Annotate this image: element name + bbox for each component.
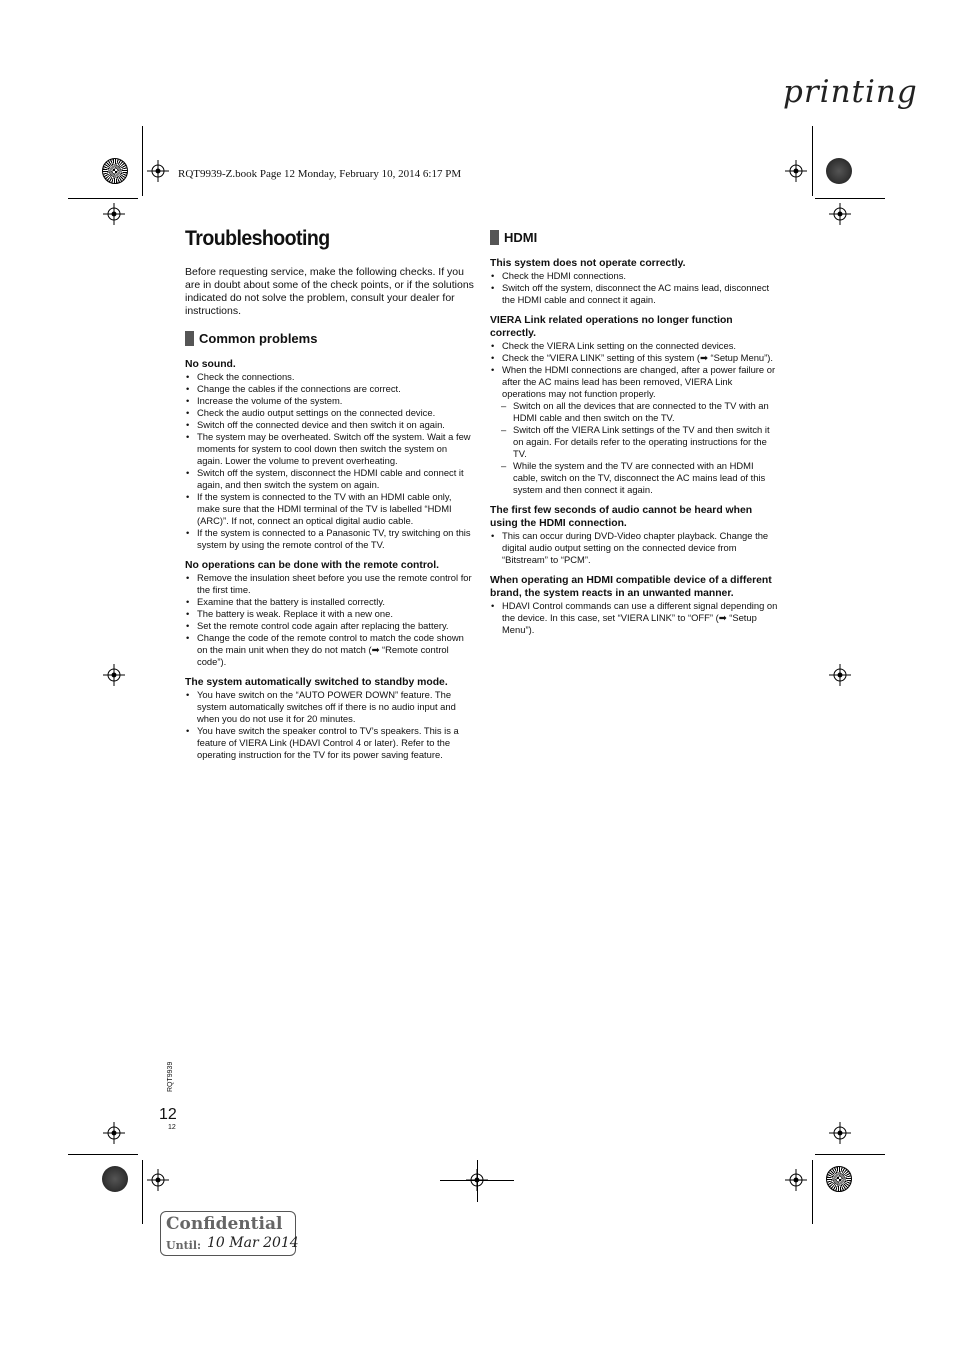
printing-status-word: printing bbox=[783, 74, 918, 110]
crop-mark bbox=[812, 126, 813, 196]
question-heading: VIERA Link related operations no longer function correctly. bbox=[490, 315, 733, 339]
stamp-date: 10 Mar 2014 bbox=[207, 1235, 299, 1251]
question-heading: This system does not operate correctly. bbox=[490, 258, 686, 269]
list-item: • Check the HDMI connections. bbox=[490, 270, 778, 282]
crop-mark bbox=[815, 1154, 885, 1155]
page-title: Troubleshooting bbox=[185, 227, 330, 250]
list-item: • You have switch on the “AUTO POWER DOWN” feature. The system automatically switches off if there is no audio input and when you do not use it for 20 minutes. bbox=[185, 689, 475, 725]
crop-mark bbox=[815, 198, 885, 199]
registration-mark-icon bbox=[103, 203, 125, 225]
solution-list bbox=[490, 340, 778, 496]
hdmi-column bbox=[490, 257, 778, 636]
section-heading-label: Common problems bbox=[199, 331, 318, 346]
list-item: • When the HDMI connections are changed, after a power failure or after the AC mains lead has been removed, VIERA Link operations may not function properly. bbox=[490, 364, 778, 400]
solution-list bbox=[490, 600, 778, 636]
registration-mark-icon bbox=[785, 160, 807, 182]
crop-mark bbox=[477, 1160, 478, 1202]
registration-mark-icon bbox=[829, 1122, 851, 1144]
registration-mark-icon bbox=[785, 1169, 807, 1191]
list-item: • This can occur during DVD-Video chapter playback. Change the digital audio output setting on the connected device from “Bitstream” to “PCM”. bbox=[490, 530, 778, 566]
crop-mark bbox=[142, 1160, 143, 1224]
list-item: • The system may be overheated. Switch off the system. Wait a few moments for system to cool down then switch the system on again. Lower the volume to prevent overheating. bbox=[185, 431, 475, 467]
list-item: • Change the cables if the connections are correct. bbox=[185, 383, 475, 395]
color-target-icon bbox=[826, 158, 852, 184]
registration-mark-icon bbox=[103, 1122, 125, 1144]
sub-list-item: – Switch off the VIERA Link settings of the TV and then switch it on again. For details refer to the operating instructions for the TV. bbox=[490, 424, 778, 460]
section-heading-common-problems bbox=[185, 331, 317, 346]
common-problems-column bbox=[185, 358, 475, 761]
color-target-icon bbox=[102, 1166, 128, 1192]
list-item: • Increase the volume of the system. bbox=[185, 395, 475, 407]
registration-mark-icon bbox=[829, 664, 851, 686]
heading-bar-marker bbox=[185, 331, 194, 346]
heading-bar-marker bbox=[490, 230, 499, 245]
solution-list bbox=[185, 371, 475, 551]
list-item: • The battery is weak. Replace it with a new one. bbox=[185, 608, 475, 620]
list-item: • Set the remote control code again after replacing the battery. bbox=[185, 620, 475, 632]
list-item: • Remove the insulation sheet before you use the remote control for the first time. bbox=[185, 572, 475, 596]
list-item: • If the system is connected to a Panasonic TV, try switching on this system by using the remote control of the TV. bbox=[185, 527, 475, 551]
question-heading: The first few seconds of audio cannot be heard when using the HDMI connection. bbox=[490, 505, 753, 529]
list-item: • Check the connections. bbox=[185, 371, 475, 383]
star-target-icon bbox=[102, 158, 128, 184]
question-heading: No sound. bbox=[185, 359, 236, 370]
stamp-title: Confidential bbox=[166, 1214, 283, 1234]
solution-list bbox=[490, 270, 778, 306]
solution-list bbox=[185, 572, 475, 668]
crop-mark bbox=[68, 1154, 138, 1155]
list-item: • Check the VIERA Link setting on the connected devices. bbox=[490, 340, 778, 352]
page-number-small: 12 bbox=[168, 1124, 176, 1131]
question-heading: The system automatically switched to standby mode. bbox=[185, 677, 448, 688]
page-number: 12 bbox=[159, 1106, 177, 1123]
list-item: • Examine that the battery is installed correctly. bbox=[185, 596, 475, 608]
list-item: • Check the “VIERA LINK” setting of this system (➡ “Setup Menu”). bbox=[490, 352, 778, 364]
list-item: • If the system is connected to the TV with an HDMI cable only, make sure that the HDMI terminal of the TV is labelled “HDMI (ARC)”. If not, connect an optical digital audio cable. bbox=[185, 491, 475, 527]
registration-mark-icon bbox=[829, 203, 851, 225]
list-item: • Check the audio output settings on the connected device. bbox=[185, 407, 475, 419]
solution-list bbox=[490, 530, 778, 566]
list-item: • Switch off the connected device and then switch it on again. bbox=[185, 419, 475, 431]
list-item: • You have switch the speaker control to TV’s speakers. This is a feature of VIERA Link (HDAVI Control 4 or later). Refer to the operating instruction for the TV for its power saving feature. bbox=[185, 725, 475, 761]
registration-mark-icon bbox=[103, 664, 125, 686]
sub-list-item: – Switch on all the devices that are connected to the TV with an HDMI cable and then switch on the TV. bbox=[490, 400, 778, 424]
crop-mark bbox=[142, 126, 143, 196]
star-target-icon bbox=[826, 1166, 852, 1192]
registration-mark-icon bbox=[147, 160, 169, 182]
stamp-until-label: Until: bbox=[166, 1239, 202, 1252]
book-file-line: RQT9939-Z.book Page 12 Monday, February 10, 2014 6:17 PM bbox=[178, 168, 462, 180]
sub-list-item: – While the system and the TV are connected with an HDMI cable, switch on the TV, disconnect the AC mains lead of this system and then connect it again. bbox=[490, 460, 778, 496]
list-item: • Switch off the system, disconnect the AC mains lead, disconnect the HDMI cable and connect it again. bbox=[490, 282, 778, 306]
question-heading: When operating an HDMI compatible device of a different brand, the system reacts in an unwanted manner. bbox=[490, 575, 772, 599]
document-code: RQT9939 bbox=[167, 1061, 174, 1092]
crop-mark bbox=[812, 1160, 813, 1224]
question-heading: No operations can be done with the remote control. bbox=[185, 560, 440, 571]
list-item: • Switch off the system, disconnect the HDMI cable and connect it again, and then switch the system on again. bbox=[185, 467, 475, 491]
crop-mark bbox=[68, 198, 138, 199]
solution-list bbox=[185, 689, 475, 761]
section-heading-label: HDMI bbox=[504, 230, 538, 245]
registration-mark-icon bbox=[147, 1169, 169, 1191]
section-heading-hdmi bbox=[490, 230, 537, 245]
list-item: • Change the code of the remote control to match the code shown on the main unit when they do not match (➡ “Remote control code”). bbox=[185, 632, 475, 668]
list-item: • HDAVI Control commands can use a different signal depending on the device. In this case, set “VIERA LINK” to “OFF” (➡ “Setup Menu”). bbox=[490, 600, 778, 636]
intro-paragraph: Before requesting service, make the following checks. If you are in doubt about some of the check points, or if the solutions indicated do not solve the problem, consult your dealer for instructions. bbox=[185, 266, 474, 317]
